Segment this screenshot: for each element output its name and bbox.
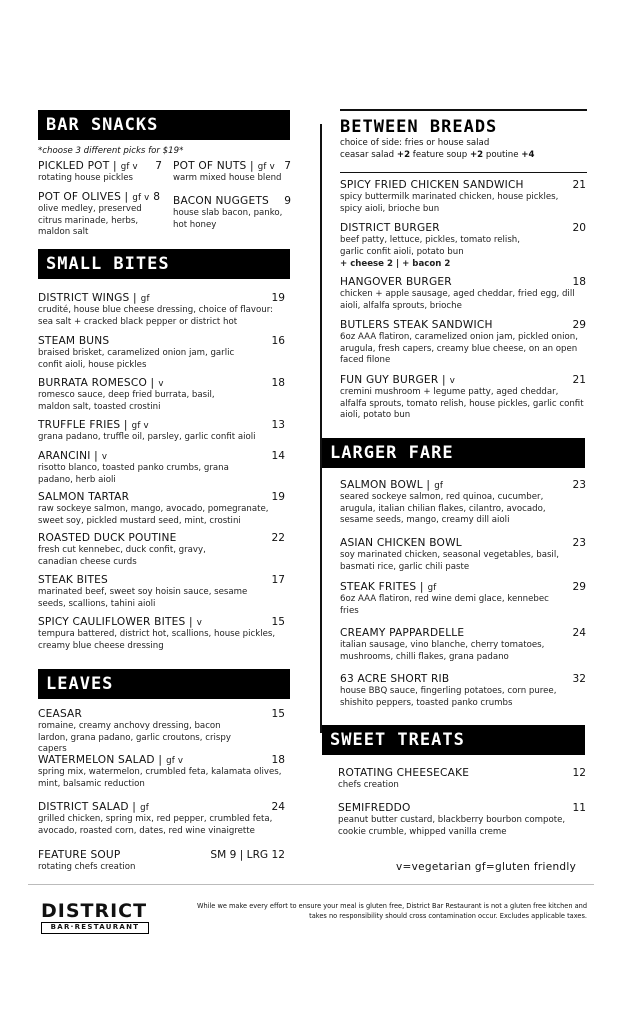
item-desc: warm mixed house blend: [173, 173, 282, 183]
item-desc: risotto blanco, toasted panko crumbs, grana padano, herb aioli: [38, 463, 229, 485]
menu-item: [38, 491, 285, 527]
item-price: 23: [572, 537, 586, 549]
footer-rule: [28, 884, 594, 885]
item-tag: gf v: [132, 193, 150, 203]
item-name: SEMIFREDDO: [338, 802, 411, 814]
top-rule: [340, 109, 587, 111]
item-desc: romaine, creamy anchovy dressing, bacon lardon, grana padano, garlic croutons, crispy capers: [38, 721, 231, 754]
item-desc: rotating chefs creation: [38, 862, 136, 872]
menu-item: [340, 479, 586, 527]
item-name: HANGOVER BURGER: [340, 276, 452, 288]
item-price: SM 9 | LRG 12: [210, 849, 285, 861]
breads-rule: [340, 172, 587, 173]
item-name: DISTRICT BURGER: [340, 222, 440, 234]
item-desc: olive medley, preserved citrus marinade, herbs, maldon salt: [38, 204, 142, 237]
item-desc: 6oz AAA flatiron, red wine demi glace, kennebec fries: [340, 594, 549, 616]
item-price: 19: [271, 491, 285, 503]
menu-item: [173, 160, 291, 185]
section-title: LARGER FARE: [330, 443, 454, 463]
item-price: 15: [271, 616, 285, 628]
item-name: STEAK BITES: [38, 574, 108, 586]
item-desc: grana padano, truffle oil, parsley, garlic confit aioli: [38, 432, 256, 442]
item-tag: v: [449, 376, 456, 386]
item-name: BURRATA ROMESCO |: [38, 377, 155, 389]
item-desc: braised brisket, caramelized onion jam, garlic confit aioli, house pickles: [38, 348, 235, 370]
item-name: POT OF OLIVES |: [38, 191, 129, 203]
item-price: 29: [572, 319, 586, 331]
menu-item: [38, 450, 285, 486]
item-name: SPICY FRIED CHICKEN SANDWICH: [340, 179, 524, 191]
logo-subtitle: BAR·RESTAURANT: [41, 922, 149, 934]
menu-item: [38, 708, 285, 756]
side-line-2: ceasar salad +2 feature soup +2 poutine +4: [340, 150, 535, 160]
item-desc: house slab bacon, panko, hot honey: [173, 208, 283, 230]
item-tag: gf v: [257, 162, 275, 172]
item-name: ROTATING CHEESECAKE: [338, 767, 470, 779]
item-tag: gf: [427, 583, 437, 593]
section-title: BAR SNACKS: [46, 115, 159, 135]
item-price: 7: [155, 160, 162, 172]
menu-item: [338, 767, 586, 792]
item-name: BUTLERS STEAK SANDWICH: [340, 319, 493, 331]
item-price: 29: [572, 581, 586, 593]
item-desc: chefs creation: [338, 780, 399, 790]
menu-item: [338, 802, 586, 838]
bar-snacks-note: *choose 3 different picks for $19*: [38, 146, 184, 156]
item-price: 20: [572, 222, 586, 234]
menu-item: [38, 292, 285, 328]
menu-item: [340, 222, 586, 271]
item-name: PICKLED POT |: [38, 160, 117, 172]
side-options: [340, 137, 534, 161]
item-desc: crudité, house blue cheese dressing, choice of flavour: sea salt + cracked black pepper or district hot: [38, 305, 273, 327]
small-bites-banner: [38, 249, 290, 279]
menu-item: [340, 673, 586, 709]
item-price: 16: [271, 335, 285, 347]
item-price: 24: [271, 801, 285, 813]
item-name: BACON NUGGETS: [173, 195, 269, 207]
bar-snacks-banner: [38, 110, 290, 140]
item-name: ASIAN CHICKEN BOWL: [340, 537, 462, 549]
item-desc: seared sockeye salmon, red quinoa, cucumber, arugula, italian chilian flakes, cilantro, avocado, sesame seeds, mango, creamy dill aioli: [340, 492, 546, 525]
item-price: 13: [271, 419, 285, 431]
menu-item: [340, 319, 586, 367]
item-desc: raw sockeye salmon, mango, avocado, pomegranate, sweet soy, pickled mustard seed, mint, crostini: [38, 504, 269, 526]
section-title: SMALL BITES: [46, 254, 170, 274]
item-desc: spicy buttermilk marinated chicken, house pickles, spicy aioli, brioche bun: [340, 192, 559, 214]
item-price: 21: [572, 374, 586, 386]
item-name: DISTRICT WINGS |: [38, 292, 137, 304]
item-name: TRUFFLE FRIES |: [38, 419, 128, 431]
item-name: CREAMY PAPPARDELLE: [340, 627, 465, 639]
item-tag: v: [101, 452, 108, 462]
item-desc: tempura battered, district hot, scallions, house pickles, creamy blue cheese dressing: [38, 629, 276, 651]
menu-item: [340, 627, 586, 663]
item-price: 22: [271, 532, 285, 544]
item-price: 9: [284, 195, 291, 207]
item-name: DISTRICT SALAD |: [38, 801, 137, 813]
menu-item: [340, 581, 586, 617]
menu-item: [340, 179, 586, 215]
menu-item: [38, 849, 285, 874]
menu-item: [38, 616, 285, 652]
side-line-1: choice of side: fries or house salad: [340, 138, 490, 148]
menu-item: [38, 754, 285, 790]
item-desc: peanut butter custard, blackberry bourbon compote, cookie crumble, whipped vanilla creme: [338, 815, 566, 837]
menu-item: [38, 419, 285, 444]
item-price: 32: [572, 673, 586, 685]
item-name: FUN GUY BURGER |: [340, 374, 446, 386]
dietary-legend: v=vegetarian gf=gluten friendly: [396, 861, 577, 873]
item-desc: beef patty, lettuce, pickles, tomato relish, garlic confit aioli, potato bun: [340, 235, 520, 257]
item-name: ROASTED DUCK POUTINE: [38, 532, 177, 544]
item-desc: soy marinated chicken, seasonal vegetables, basil, basmati rice, garlic chili paste: [340, 550, 559, 572]
item-tag: v: [158, 379, 164, 389]
item-desc: italian sausage, vino blanche, cherry tomatoes, mushrooms, chilli flakes, grana padano: [340, 640, 545, 662]
item-price: 12: [572, 767, 586, 779]
item-desc: fresh cut kennebec, duck confit, gravy, canadian cheese curds: [38, 545, 206, 567]
item-tag: v: [196, 618, 203, 628]
item-price: 19: [271, 292, 285, 304]
item-tag: gf: [140, 294, 150, 304]
item-name: CEASAR: [38, 708, 83, 720]
item-desc: marinated beef, sweet soy hoisin sauce, sesame seeds, scallions, tahini aioli: [38, 587, 248, 609]
district-logo: [41, 901, 149, 934]
item-name: STEAK FRITES |: [340, 581, 424, 593]
item-desc: 6oz AAA flatiron, caramelized onion jam, pickled onion, arugula, fresh capers, creamy blue cheese, on an open faced filone: [340, 332, 578, 365]
section-title: LEAVES: [46, 674, 114, 694]
section-title: SWEET TREATS: [330, 730, 465, 750]
item-price: 18: [271, 754, 285, 766]
item-price: 15: [271, 708, 285, 720]
menu-item: [38, 532, 285, 568]
item-price: 18: [271, 377, 285, 389]
menu-item: [340, 276, 586, 312]
item-price: 7: [284, 160, 291, 172]
item-name: FEATURE SOUP: [38, 849, 121, 861]
item-name: SALMON TARTAR: [38, 491, 130, 503]
item-price: 17: [271, 574, 285, 586]
menu-item: [38, 801, 285, 837]
item-price: 23: [572, 479, 586, 491]
item-name: STEAM BUNS: [38, 335, 110, 347]
item-price: 14: [271, 450, 285, 462]
item-price: 24: [572, 627, 586, 639]
item-extra: + cheese 2 | + bacon 2: [340, 259, 451, 269]
item-name: SALMON BOWL |: [340, 479, 431, 491]
section-title: BETWEEN BREADS: [340, 117, 498, 137]
item-name: 63 ACRE SHORT RIB: [340, 673, 450, 685]
item-price: 18: [572, 276, 586, 288]
item-name: SPICY CAULIFLOWER BITES |: [38, 616, 193, 628]
larger-fare-banner: [322, 438, 585, 468]
item-name: POT OF NUTS |: [173, 160, 254, 172]
item-price: 8: [153, 191, 160, 203]
menu-item: [340, 374, 586, 422]
item-tag: gf: [434, 481, 444, 491]
logo-wordmark: DISTRICT: [41, 900, 148, 922]
item-tag: gf v: [120, 162, 138, 172]
item-price: 11: [572, 802, 586, 814]
item-name: WATERMELON SALAD |: [38, 754, 163, 766]
item-desc: chicken + apple sausage, aged cheddar, fried egg, dill aioli, alfalfa sprouts, brioche: [340, 289, 575, 311]
item-name: ARANCINI |: [38, 450, 98, 462]
leaves-banner: [38, 669, 290, 699]
item-price: 21: [572, 179, 586, 191]
menu-item: [38, 191, 160, 239]
item-tag: gf v: [131, 421, 149, 431]
item-tag: gf v: [166, 756, 184, 766]
menu-item: [38, 574, 285, 610]
column-divider: [320, 124, 322, 733]
menu-item: [340, 537, 586, 573]
item-desc: romesco sauce, deep fried burrata, basil, maldon salt, toasted crostini: [38, 390, 215, 412]
item-desc: house BBQ sauce, fingerling potatoes, corn puree, shishito peppers, toasted panko crumbs: [340, 686, 557, 708]
item-tag: gf: [140, 803, 149, 813]
item-desc: rotating house pickles: [38, 173, 133, 183]
menu-item: [38, 335, 285, 371]
item-desc: cremini mushroom + legume patty, aged cheddar, alfalfa sprouts, tomato relish, house pickles, garlic confit aioli, potato bun: [340, 387, 584, 420]
item-desc: grilled chicken, spring mix, red pepper, crumbled feta, avocado, roasted corn, dates, red wine vinaigrette: [38, 814, 273, 836]
gluten-disclaimer: While we make every effort to ensure your meal is gluten free, District Bar Restaurant is not a gluten free kitchen and takes no responsibility should cross contamination occur. Excludes applicable taxes.: [196, 902, 587, 920]
item-desc: spring mix, watermelon, crumbled feta, kalamata olives, mint, balsamic reduction: [38, 767, 282, 789]
menu-item: [38, 377, 285, 413]
menu-item: [173, 195, 291, 231]
sweet-treats-banner: [322, 725, 585, 755]
menu-item: [38, 160, 162, 185]
